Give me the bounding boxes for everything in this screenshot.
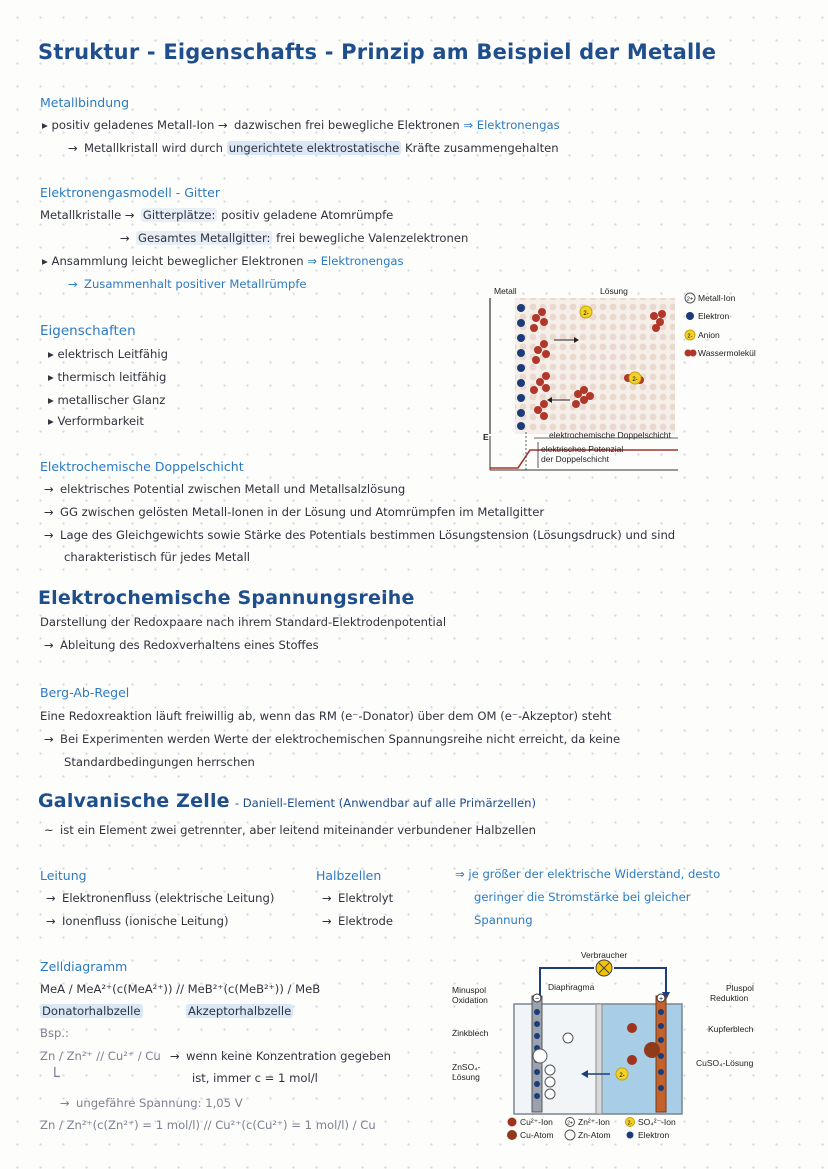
list-item: → Elektronenfluss (elektrische Leitung) — [46, 891, 275, 905]
list-item: → Elektrolyt — [322, 891, 394, 905]
section-heading-halbzellen: Halbzellen — [316, 868, 382, 883]
legend-metall-ion-badge: 2+ — [686, 296, 694, 303]
legend-elektron-icon — [686, 312, 694, 320]
legend-cu-atom-icon — [507, 1130, 517, 1140]
doppelschicht-figure — [478, 282, 768, 472]
legend-zn-ion: Zn²⁺-Ion — [578, 1117, 610, 1127]
zelldiagramm-bsp: Bsp.: — [40, 1026, 69, 1040]
plus-sign: + — [658, 996, 664, 1003]
label-cuso4: CuSO₄-Lösung — [696, 1058, 754, 1068]
section-title-spannungsreihe: Elektrochemische Spannungsreihe — [38, 587, 415, 609]
legend-cu-ion: Cu²⁺-Ion — [520, 1117, 553, 1127]
bergab-line-1: Eine Redoxreaktion läuft freiwillig ab, wenn das RM (e⁻-Donator) über dem OM (e⁻-Akzeptor) steht — [40, 709, 612, 723]
legend-so4-ion: SO₄²⁻-Ion — [638, 1117, 676, 1127]
elektronengas-line-2: → Gesamtes Metallgitter: frei bewegliche Valenzelektronen — [120, 231, 469, 245]
doppelschicht-line-1: → elektrisches Potential zwischen Metall und Metallsalzlösung — [44, 482, 406, 496]
widerstand-note-1: ⇒ je größer der elektrische Widerstand, desto — [455, 867, 721, 881]
label-znso4-loesung: Lösung — [452, 1072, 480, 1082]
list-item: ▸ thermisch leitfähig — [48, 370, 167, 384]
label-pluspol: Pluspol — [726, 983, 754, 993]
label-verbraucher: Verbraucher — [580, 950, 628, 960]
label-kupferblech: Kupferblech — [708, 1024, 754, 1034]
anion-charge: 2- — [583, 311, 589, 317]
legend-anion-badge: 2- — [687, 333, 693, 340]
legend-zn-atom-icon — [565, 1130, 575, 1140]
zelldiagramm-spannung: → ungefähre Spannung: 1,05 V — [60, 1096, 243, 1110]
bergab-line-3: Standardbedingungen herrschen — [64, 755, 255, 769]
zn-atom — [533, 1049, 547, 1063]
doppelschicht-line-2: → GG zwischen gelösten Metall-Ionen in der Lösung und Atomrümpfen im Metallgitter — [44, 505, 545, 519]
zelldiagramm-note-1: → wenn keine Konzentration gegeben — [170, 1049, 391, 1063]
label-znso4: ZnSO₄- — [452, 1062, 481, 1072]
label-potenzial: elektrisches Potenzial — [541, 444, 624, 454]
electron-column — [517, 304, 525, 430]
zelldiagramm-formula: MeA / MeA²⁺(c(MeA²⁺)) // MeB²⁺(c(MeB²⁺)) / MeB — [40, 982, 321, 996]
spannungsreihe-line-1: Darstellung der Redoxpaare nach ihrem Standard-Elektrodenpotential — [40, 615, 447, 629]
elektronengas-line-3: ▸ Ansammlung leicht beweglicher Elektronen ⇒ Elektronengas — [42, 254, 404, 268]
label-metall: Metall — [494, 286, 517, 296]
corner-arrow: └ — [50, 1067, 60, 1086]
label-oxidation: Oxidation — [452, 995, 488, 1005]
label-diaphragma: Diaphragma — [548, 982, 595, 992]
label-loesung: Lösung — [600, 286, 628, 296]
zelldiagramm-donator: Donatorhalbzelle — [42, 1004, 141, 1018]
page-title: Struktur - Eigenschafts - Prinzip am Beispiel der Metalle — [38, 40, 717, 64]
legend-cu-ion-icon — [508, 1118, 517, 1127]
label-reduktion: Reduktion — [710, 993, 749, 1003]
zelldiagramm-example-2: Zn / Zn²⁺(c(Zn²⁺) = 1 mol/l) // Cu²⁺(c(Cu²⁺) = 1 mol/l) / Cu — [40, 1118, 376, 1132]
elektronengas-line-1: Metallkristalle → Gitterplätze: positiv geladene Atomrümpfe — [40, 208, 394, 222]
label-zinkblech: Zinkblech — [452, 1028, 489, 1038]
section-heading-bergab: Berg-Ab-Regel — [40, 685, 130, 700]
widerstand-note-2: geringer die Stromstärke bei gleicher — [474, 890, 691, 904]
section-heading-eigenschaften: Eigenschaften — [40, 323, 136, 339]
label-potenzial-2: der Doppelschicht — [541, 454, 610, 464]
cu-atom — [644, 1042, 660, 1058]
metallbindung-line-1: ▸ positiv geladenes Metall-Ion → dazwischen frei bewegliche Elektronen ⇒ Elektronengas — [42, 118, 560, 132]
zelldiagramm-example-1: Zn / Zn²⁺ // Cu²⁺ / Cu — [40, 1049, 161, 1063]
legend-elektron: Elektron — [638, 1130, 670, 1140]
bergab-line-2: → Bei Experimenten werden Werte der elektrochemischen Spannungsreihe nicht erreicht, da keine — [44, 732, 621, 746]
widerstand-note-3: Spannung — [474, 913, 533, 927]
doppelschicht-line-4: charakteristisch für jedes Metall — [64, 550, 251, 564]
list-item: ▸ Verformbarkeit — [48, 414, 144, 428]
spannungsreihe-line-2: → Ableitung des Redoxverhaltens eines Stoffes — [44, 638, 319, 652]
section-heading-zelldiagramm: Zelldiagramm — [40, 959, 128, 974]
section-heading-doppelschicht: Elektrochemische Doppelschicht — [40, 459, 244, 474]
label-minuspol: Minuspol — [452, 985, 487, 995]
galvanisch-line-1: ~ ist ein Element zwei getrennter, aber leitend miteinander verbundener Halbzellen — [44, 823, 537, 837]
minus-sign: − — [534, 996, 540, 1003]
section-heading-elektronengasmodell: Elektronengasmodell - Gitter — [40, 185, 220, 200]
legend-anion: Anion — [698, 330, 720, 340]
legend-zn-atom: Zn-Atom — [578, 1130, 611, 1140]
legend-elektron-icon — [627, 1132, 634, 1139]
section-heading-metallbindung: Metallbindung — [40, 95, 130, 110]
legend-elektron: Elektron — [698, 311, 730, 321]
list-item: → Elektrode — [322, 914, 394, 928]
legend-metall-ion: Metall-Ion — [698, 293, 736, 303]
anion-charge: 2- — [632, 377, 638, 383]
elektronengas-line-4: → Zusammenhalt positiver Metallrümpfe — [68, 277, 307, 291]
energy-axis-label: E — [483, 432, 489, 442]
legend-zn-ion-badge: 2+ — [567, 1120, 573, 1127]
legend-cu-atom: Cu-Atom — [520, 1130, 554, 1140]
section-heading-leitung: Leitung — [40, 868, 87, 883]
zelldiagramm-akzeptor: Akzeptorhalbzelle — [188, 1004, 292, 1018]
daniell-element-figure — [450, 946, 768, 1144]
sulfate-charge: 2- — [619, 1073, 625, 1079]
legend-so4-ion-badge: 2- — [627, 1120, 633, 1127]
section-title-galvanisch: Galvanische Zelle - Daniell-Element (Anwendbar auf alle Primärzellen) — [38, 790, 536, 812]
doppelschicht-line-3: → Lage des Gleichgewichts sowie Stärke des Potentials bestimmen Lösungstension (Lösungsdruck) und sind — [44, 528, 676, 542]
list-item: ▸ elektrisch Leitfähig — [48, 347, 168, 361]
legend-wasser: Wassermolekül — [698, 348, 756, 358]
zelldiagramm-note-2: ist, immer c = 1 mol/l — [192, 1071, 318, 1085]
metallbindung-line-2: → Metallkristall wird durch ungerichtete elektrostatische Kräfte zusammengehalten — [68, 141, 559, 155]
list-item: ▸ metallischer Glanz — [48, 393, 166, 407]
list-item: → Ionenfluss (ionische Leitung) — [46, 914, 229, 928]
label-doppelschicht: elektrochemische Doppelschicht — [549, 430, 671, 440]
